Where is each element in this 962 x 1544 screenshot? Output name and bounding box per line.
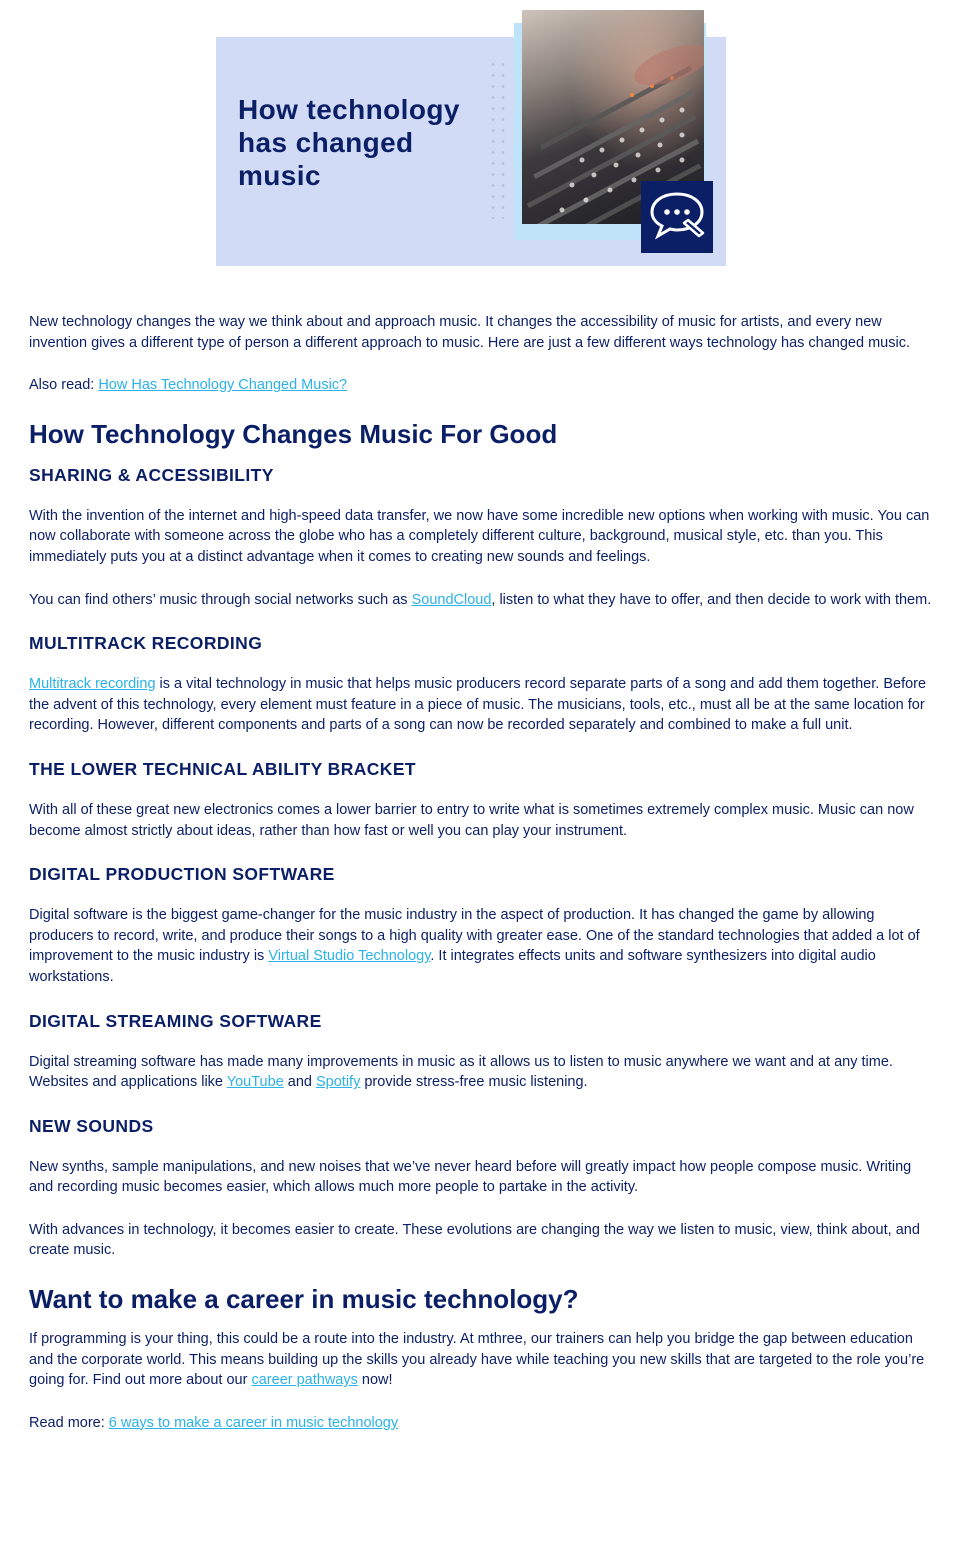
hero-title: How technology has changed music <box>238 94 460 191</box>
career-heading: Want to make a career in music technology? <box>29 1284 579 1315</box>
read-more <box>29 1413 933 1434</box>
new-sounds-paragraph-2: With advances in technology, it becomes easier to create. These evolutions are changing the way we listen to music, view, think about, and create music. <box>29 1221 920 1259</box>
lower-ability-heading: THE LOWER TECHNICAL ABILITY BRACKET <box>29 758 417 779</box>
spotify-link[interactable]: Spotify <box>315 1074 361 1091</box>
sharing-paragraph-1: With the invention of the internet and high-speed data transfer, we now have some incredible new options when working with music. You can now collaborate with someone across the globe who has a completely different culture, background, musical style, etc. than you. This immediately puts you at a distinct advantage when it comes to creating new sounds and feelings. <box>29 507 930 565</box>
vst-link[interactable]: Virtual Studio Technology <box>268 948 431 965</box>
text-span: and <box>283 1074 316 1091</box>
dot-grid-decoration <box>488 59 508 219</box>
lower-ability-paragraph: With all of these great new electronics comes a lower barrier to entry to write what is sometimes extremely complex music. Music can now become almost strictly about ideas, rather than how fast or well you can play your instrument. <box>29 801 914 839</box>
multitrack-paragraph <box>29 674 933 736</box>
multitrack-link[interactable]: Multitrack recording <box>29 676 156 693</box>
article-body <box>29 312 933 1455</box>
chat-badge <box>641 181 713 253</box>
streaming-paragraph <box>29 1052 933 1093</box>
hero-banner <box>216 37 726 266</box>
text-span: now! <box>357 1372 393 1389</box>
text-span: . It integrates effects units and software synthesizers into digital audio workstations. <box>29 948 876 985</box>
soundcloud-link[interactable]: SoundCloud <box>411 591 492 608</box>
text-span: You can find others’ music through social networks such as <box>29 591 412 608</box>
production-heading: DIGITAL PRODUCTION SOFTWARE <box>29 864 335 885</box>
sharing-paragraph-2 <box>29 590 933 611</box>
streaming-heading: DIGITAL STREAMING SOFTWARE <box>29 1010 322 1031</box>
youtube-link[interactable]: YouTube <box>226 1074 284 1091</box>
text-span: Digital streaming software has made many improvements in music as it allows us to listen to music anywhere we want and at any time. Websites and applications like <box>29 1053 893 1091</box>
intro-paragraph: New technology changes the way we think about and approach music. It changes the accessibility of music for artists, and every new invention gives a different type of person a different approach to music. Here are just a few different ways technology has changed music. <box>29 314 910 351</box>
text-span: Digital software is the biggest game-changer for the music industry in the aspect of production. It has changed the game by allowing producers to record, write, and produce their songs to a high quality with greater ease. One of the standard technologies that added a lot of improvement to the music industry is <box>29 907 920 965</box>
text-span: , listen to what they have to offer, and then decide to work with them. <box>491 591 932 608</box>
sharing-heading: SHARING & ACCESSIBILITY <box>29 464 274 485</box>
chat-bubble-pencil-icon <box>648 189 706 246</box>
career-paragraph <box>29 1329 933 1391</box>
also-read <box>29 375 933 396</box>
new-sounds-paragraph-1: New synths, sample manipulations, and new noises that we’ve never heard before will greatly impact how people compose music. Writing and recording music becomes easier, which allows much more people to partake in the activity. <box>29 1158 912 1196</box>
read-more-prefix: Read more: <box>29 1414 109 1431</box>
production-paragraph <box>29 905 933 987</box>
text-span: provide stress-free music listening. <box>360 1074 588 1091</box>
text-span: is a vital technology in music that helps music producers record separate parts of a song and add them together. Before the advent of this technology, every element must feature in a piece of music. The musicians, tools, etc., must all be at the same location for recording. However, different components and parts of a song can now be recorded separately and combined to make a full unit. <box>29 676 927 734</box>
also-read-prefix: Also read: <box>29 377 99 394</box>
career-pathways-link[interactable]: career pathways <box>251 1372 358 1389</box>
also-read-link[interactable]: How Has Technology Changed Music? <box>98 377 348 394</box>
multitrack-heading: MULTITRACK RECORDING <box>29 633 263 654</box>
section-heading: How Technology Changes Music For Good <box>29 418 558 449</box>
text-span: If programming is your thing, this could be a route into the industry. At mthree, our trainers can help you bridge the gap between education and the corporate world. This means building up the skills you already have while teaching you new skills that are targeted to the role you’re going for. Find out more about our <box>29 1331 925 1389</box>
read-more-link[interactable]: 6 ways to make a career in music technology <box>108 1414 399 1431</box>
new-sounds-heading: NEW SOUNDS <box>29 1115 154 1136</box>
